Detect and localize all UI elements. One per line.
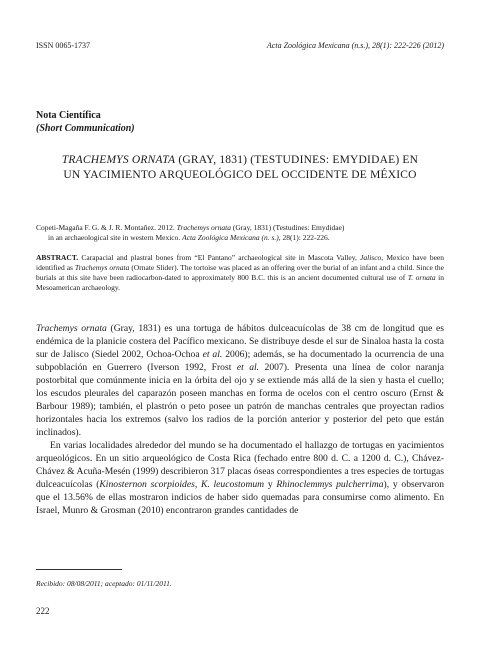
citation [36,223,444,243]
abstract-text-4: in Mesoamerican archaeology. [36,273,444,292]
p1-etal-1: et al. [202,349,223,360]
p1-text-a: (Gray, 1831) es una tortuga de hábitos dulceacuícolas de 38 cm de longitud que es endémica de la planicie costera del Pacífico mexicano. Se distribuye desde el sur de Sinaloa hasta la costa sur de Jalisco (Siedel 2002, Ochoa-Ochoa [36,323,444,360]
citation-journal: Acta Zoológica Mexicana (n. s.) [182,233,279,242]
p1-text-c: 2007). Presenta una línea de color naranja postorbital que comúnmente inicia en la órbita del ojo y se extiende más allá de la sien y hasta el cuello; los escudos pleurales del caparazón poseen manchas en forma de ocelos con el centro oscuro (Ernst & Barbour 1989); también, el plastrón o peto posee un patrón de manchas centrales que proyectan radios horizontales hacia los extremos (salvo los radios de la porción anterior y posterior del peto que están inclinados). [36,362,445,438]
journal-header: Acta Zoológica Mexicana (n.s.), 28(1): 222-226 (2012) [266,41,444,50]
p2-species-2: Rhinoclemmys pulcherrima [276,479,384,490]
abstract [36,253,444,293]
footnote-divider [36,569,122,570]
page-number: 222 [36,606,50,616]
p1-etal-2: et al. [236,362,260,373]
section-type-en: (Short Communication) [36,123,135,134]
citation-line2: in an archaeological site in western Mexico. [48,233,181,242]
body-text [36,322,444,517]
citation-volume: , 28(1): 222-226. [278,233,330,242]
p2-text-b: y [264,479,277,490]
abstract-label: ABSTRACT. [36,253,79,262]
title-rest: (GRAY, 1831) (TESTUDINES: EMYDIDAE) EN UN YACIMIENTO ARQUEOLÓGICO DEL OCCIDENTE DE MÉXICO [63,154,419,181]
footnote: Recibido: 08/08/2011; aceptado: 01/11/2011. [36,579,172,588]
p2-species-1: Kinosternon scorpioides, K. leucostomum [99,479,265,490]
citation-title-rest: (Gray, 1831) (Testudines: Emydidae) [231,223,345,232]
p1-species: Trachemys ornata [36,323,107,334]
abstract-place: Jalisco [360,253,382,262]
section-type: Nota Científica [36,110,101,121]
abstract-text-1: Carapacial and plastral bones from “El Pantano” archaeological site in Mascota Valley, [78,253,361,262]
p2-text-c: ), y observaron que el 13.56% de ellas mostraron indicios de haber sido quemadas para consumirse como alimento. En Israel, Munro & Grosman (2010) encontraron grandes cantidades de [36,479,445,516]
abstract-species: Trachemys ornata [74,263,130,272]
paragraph-1 [36,322,444,439]
abstract-text-2: , Mexico have been identified as [36,253,444,272]
article-title [55,153,425,183]
paragraph-2 [36,439,444,517]
p2-text-a: En varias localidades alrededor del mundo se ha documentado el hallazgo de tortugas en yacimientos arqueológicos. En un sitio arqueológico de Costa Rica (fechado entre 800 d. C. a 1200 d. C.), Chávez-Chávez & Acuña-Mesén (1999) describieron 317 placas óseas correspondientes a tres especies de tortugas dulceacuícolas ( [36,440,444,490]
citation-authors: Copeti-Magaña F. G. & J. R. Montañez. 2012. [36,223,175,232]
citation-species: Trachemys ornata [176,223,232,232]
abstract-species-abbr: T. ornata [407,273,436,282]
p1-text-b: 2006); además, se ha documentado la ocurrencia de una subpoblación en Guerrero (Iverson 1992, Frost [36,349,444,373]
abstract-text-3: (Ornate Slider). The tortoise was placed as an offering over the burial of an infant and a child. Since the burials at this site have been radiocarbon-dated to approximately 800 B.C. this is an ancient documented cultural use of [36,263,444,282]
title-species: TRACHEMYS ORNATA [61,154,176,166]
issn-header: ISSN 0065-1737 [36,41,91,50]
